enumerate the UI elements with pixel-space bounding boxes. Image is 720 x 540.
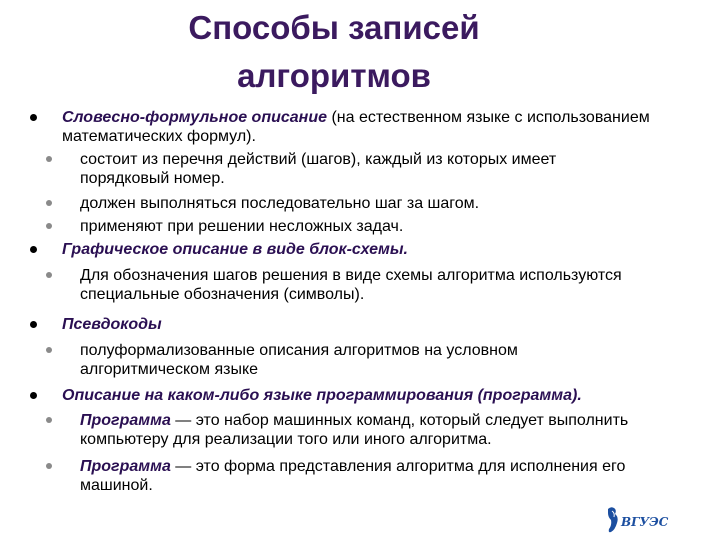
sub-bullet-icon [46, 417, 52, 423]
bullet-icon [30, 321, 37, 328]
sub-item-text: состоит из перечня действий (шагов), каждый из которых имеет порядковый номер. [80, 151, 557, 187]
item-heading: Описание на каком-либо языке программирования (программа). [62, 387, 582, 404]
sub-bullet-icon [46, 272, 52, 278]
sub-item [0, 457, 640, 495]
sub-item-text: Для обозначения шагов решения в виде схемы алгоритма используются специальные обозначения (символы). [80, 267, 622, 303]
sub-item [0, 150, 640, 188]
sub-item [0, 194, 640, 213]
list-item-verbal [0, 108, 700, 146]
sub-bullet-icon [46, 156, 52, 162]
bullet-icon [30, 246, 37, 253]
sub-bullet-icon [46, 347, 52, 353]
list-item-program [0, 386, 582, 405]
sub-item [0, 217, 640, 236]
term-label: Программа [80, 458, 171, 475]
item-heading: Псевдокоды [62, 316, 162, 333]
list-item-flowchart [0, 240, 700, 259]
logo-text: ВГУЭС [621, 515, 669, 529]
term-label: Программа [80, 412, 171, 429]
university-logo-icon [606, 505, 669, 535]
sub-item-text: должен выполняться последовательно шаг за шагом. [80, 195, 480, 212]
item-heading: Словесно-формульное описание [62, 109, 328, 126]
bullet-icon [30, 114, 37, 121]
sub-bullet-icon [46, 223, 52, 229]
item-text: (на естественном языке с использованием математических формул). [62, 109, 650, 145]
item-heading: Графическое описание в виде блок-схемы. [62, 241, 408, 258]
bullet-list [0, 108, 700, 501]
sub-item [0, 411, 640, 449]
bullet-icon [30, 392, 37, 399]
sub-item-text: — это набор машинных команд, который следует выполнить компьютеру для реализации того или иного алгоритма. [80, 412, 629, 448]
sub-bullet-icon [46, 200, 52, 206]
sub-item-text: применяют при решении несложных задач. [80, 218, 404, 235]
title-line-1: Способы записей [188, 9, 480, 46]
list-item-pseudocode [0, 315, 700, 334]
sub-item-text: — это форма представления алгоритма для исполнения его машиной. [80, 458, 626, 494]
title-line-2: алгоритмов [237, 57, 431, 94]
sub-item-text: полуформализованные описания алгоритмов на условном алгоритмическом языке [80, 342, 518, 378]
sub-item [0, 266, 640, 304]
sub-bullet-icon [46, 463, 52, 469]
page-title [0, 4, 668, 100]
sub-item [0, 341, 640, 379]
